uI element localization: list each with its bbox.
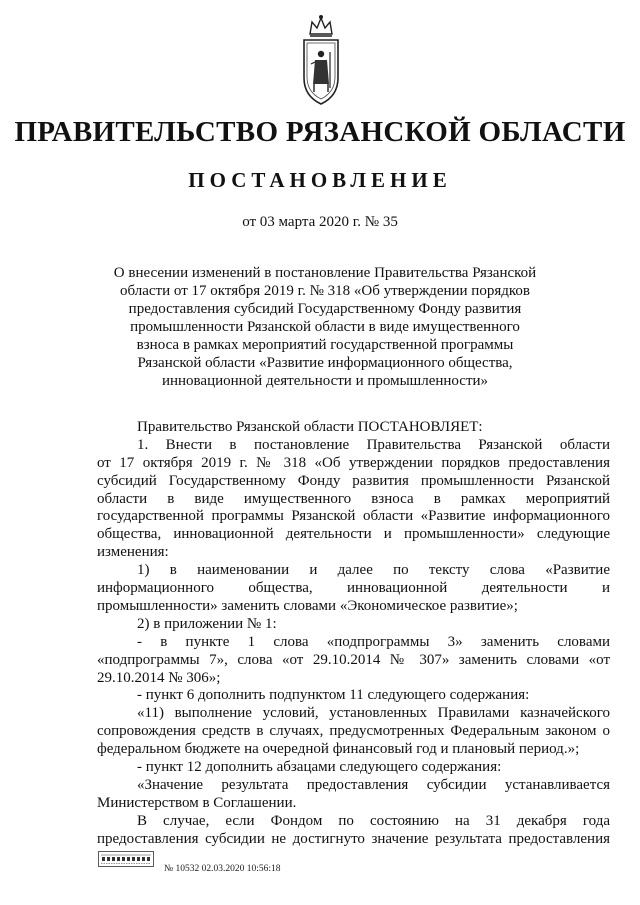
electronic-signature-stamp-icon <box>98 851 154 867</box>
document-subject <box>100 264 550 390</box>
body-line: 2) в приложении № 1: <box>137 615 277 632</box>
body-line: от 17 октября 2019 г. № 318 «Об утверждении порядков предоставления <box>97 454 610 471</box>
body-line: 1. Внести в постановление Правительства Рязанской области <box>137 436 610 453</box>
body-line: «11) выполнение условий, установленных Правилами казначейского <box>137 705 610 722</box>
subject-line: промышленности Рязанской области в виде имущественного <box>130 319 520 335</box>
body-line: - в пункте 1 слова «подпрограммы 3» заменить словами <box>137 633 610 650</box>
body-line: федеральном бюджете на очередной финансовый год и плановый период.»; <box>97 741 580 758</box>
body-line: 29.10.2014 № 306»; <box>97 669 221 686</box>
body-line: государственной программы Рязанской области «Развитие информационного <box>97 508 610 525</box>
body-line: Министерством в Соглашении. <box>97 794 297 811</box>
coat-of-arms-emblem <box>296 12 346 112</box>
subject-line: О внесении изменений в постановление Правительства Рязанской <box>113 265 537 281</box>
document-date-number: от 03 марта 2020 г. № 35 <box>242 214 398 230</box>
body-line: Правительство Рязанской области ПОСТАНОВЛЯЕТ: <box>137 419 483 435</box>
body-line: сопровождения средств в случаях, предусмотренных Федеральным законом о <box>97 723 610 740</box>
subject-line: области от 17 октября 2019 г. № 318 «Об утверждении порядков <box>120 283 530 299</box>
document-body <box>97 419 610 849</box>
body-line: области в виде имущественного взноса в рамках мероприятий <box>97 490 610 507</box>
body-line: общества, инновационной деятельности и промышленности» следующие <box>97 526 610 543</box>
body-line: субсидий Государственному Фонду развития промышленности Рязанской <box>97 472 610 489</box>
body-line: «Значение результата предоставления субсидии устанавливается <box>137 776 610 793</box>
subject-line: Рязанской области «Развитие информационного общества, <box>137 355 513 371</box>
body-line: предоставления субсидии не достигнуто значение результата предоставления <box>97 830 610 847</box>
subject-line: инновационной деятельности и промышленности» <box>161 373 489 389</box>
body-line: промышленности» заменить словами «Экономическое развитие»; <box>97 597 518 614</box>
body-line: изменения: <box>97 544 169 561</box>
government-title: ПРАВИТЕЛЬСТВО РЯЗАНСКОЙ ОБЛАСТИ <box>14 116 626 148</box>
body-line: 1) в наименовании и далее по тексту слова «Развитие <box>137 562 610 579</box>
subject-line: предоставления субсидий Государственному Фонду развития <box>128 301 522 317</box>
registration-number: № 10532 02.03.2020 10:56:18 <box>164 864 281 874</box>
body-line: информационного общества, инновационной деятельности и <box>97 580 610 597</box>
body-line: - пункт 12 дополнить абзацами следующего содержания: <box>137 759 502 776</box>
body-line: «подпрограммы 7», слова «от 29.10.2014 № 307» заменить словами «от <box>97 651 610 668</box>
body-line: В случае, если Фондом по состоянию на 31 декабря года <box>137 812 610 829</box>
body-line: - пункт 6 дополнить подпунктом 11 следующего содержания: <box>137 687 530 704</box>
subject-line: взноса в рамках мероприятий государственной программы <box>136 337 514 353</box>
document-type: ПОСТАНОВЛЕНИЕ <box>188 168 452 192</box>
